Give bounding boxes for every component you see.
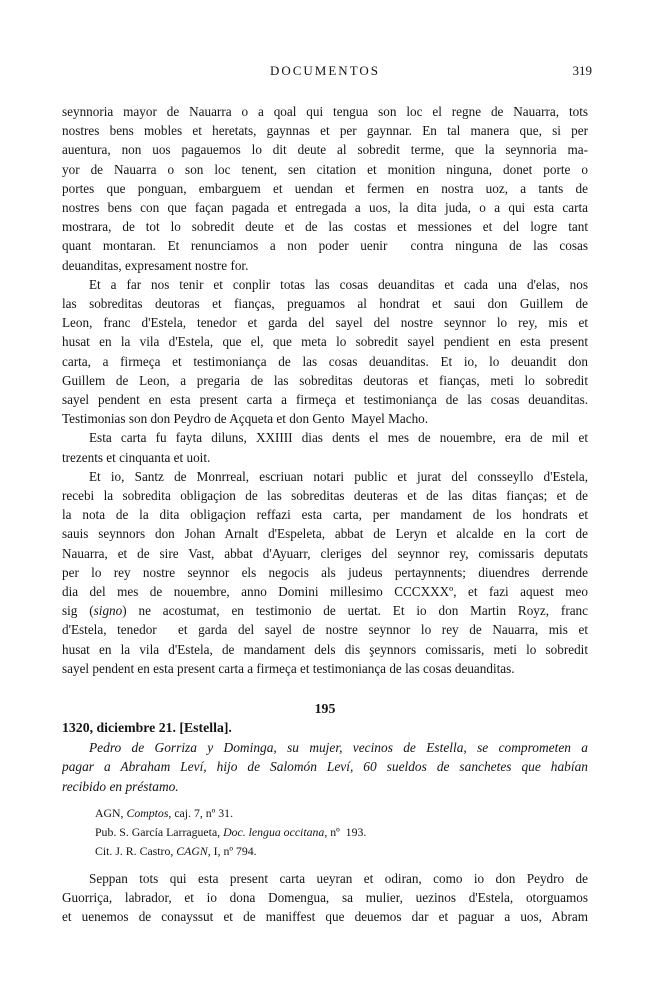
text-line: Et a far nos tenir et conplir totas las cosas deuanditas et cada una d'elas, nos xyxy=(89,276,588,292)
entry-references xyxy=(95,804,588,862)
text-line: Nauarra, et de sire Vast, abbat d'Ayuarr, cleriges del seynnor rey, comissaris deputats xyxy=(62,545,588,561)
running-header xyxy=(62,63,592,79)
text-line: dia del mes de nouembre, anno Domini millesimo CCCXXXº, et fazi aquest meo xyxy=(62,584,588,600)
text-segment: ) ne acostumat, en testimonio de uertat. Et io don Martin Royz, franc xyxy=(122,603,588,619)
text-line: nostres bens mobles et heretats, gaynnas et per gaynnar. En tal manera que, si per xyxy=(62,123,588,139)
text-segment: Cit. J. R. Castro, xyxy=(95,844,177,859)
text-line: sayel pendent en esta present carta a firmeça et testimoniança de las cosas deuanditas. xyxy=(62,660,515,676)
text-line: et uenemos de conayssut et de maniffest que deuemos dar et paguar a uos, Abram xyxy=(62,909,588,924)
text-line: trezents et cinquanta et uoit. xyxy=(62,449,211,465)
text-line: per lo rey nostre seynnor els negocis als judeus pertaynnents; diuendres derrende xyxy=(62,564,588,580)
text-line: Testimonias son don Peydro de Açqueta et don Gento Mayel Macho. xyxy=(62,411,429,427)
text-line: portes que ponguan, embarguem et uendan et fermen en nostra uoz, a tants de xyxy=(62,180,588,196)
text-line: recebi la sobredita obligaçion de las sobreditas deuteras et de las ditas fianças; et de xyxy=(62,488,588,504)
text-line: pagar a Abraham Leví, hijo de Salomón Leví, 60 sueldos de sanchetes que habían xyxy=(62,759,588,775)
text-segment: , I, nº 794. xyxy=(207,844,257,859)
entry-opening-paragraph xyxy=(62,869,588,927)
text-segment: AGN, xyxy=(95,805,127,820)
paragraph-seal-clause xyxy=(62,275,588,429)
text-line: husat en la vila d'Estela, que el, que meta lo sobredit sayel pendient en esta present xyxy=(62,334,588,350)
text-line: carta, a firmeça et testimoniança de las cosas deuanditas. Et io, lo deuandit don xyxy=(62,353,588,369)
text-line: husat en la vila d'Estela, de mandament dels dis şeynnors comissaris, meti lo sobredit xyxy=(62,641,588,657)
text-line: sayel pendent en esta present carta a firmeça et testimoniança de las cosas deuanditas. xyxy=(62,392,588,408)
text-line: d'Estela, tenedor et garda del sayel de nostre seynnor lo rey de Nauarra, mis et xyxy=(62,622,588,638)
paragraph-continuation xyxy=(62,102,588,275)
running-title: DOCUMENTOS xyxy=(269,63,381,78)
text-segment: Pub. S. García Larragueta, xyxy=(95,825,224,839)
text-line: Leon, franc d'Estela, tenedor et garda del sayel del nostre seynnor lo rey, mis et xyxy=(62,315,588,331)
paragraph-notary-clause xyxy=(62,467,588,678)
page-number: 319 xyxy=(572,63,592,78)
text-line: deuanditas, expresament nostre for. xyxy=(62,257,249,273)
text-line: Pedro de Gorriza y Dominga, su mujer, vecinos de Estella, se comprometen a xyxy=(89,740,588,756)
text-line: recibido en préstamo. xyxy=(62,778,179,794)
entry-date-heading: 1320, diciembre 21. [Estella]. xyxy=(62,720,232,736)
reference-line xyxy=(95,823,588,842)
text-line xyxy=(62,601,588,620)
text-line: nostres bens con que façan pagada et entregada a uos, la dita juda, o a qui esta carta xyxy=(62,200,588,216)
text-line: auentura, non uos pagauemos lo dit deute al sobredit terme, que la seynnoria ma- xyxy=(62,142,588,158)
document-text-column xyxy=(62,102,588,926)
reference-line xyxy=(95,804,588,823)
text-segment: signo xyxy=(93,603,123,619)
text-segment: CAGN xyxy=(176,844,208,859)
text-line: Et io, Santz de Monrreal, escriuan notari public et jurat del consseyllo d'Estela, xyxy=(89,468,588,484)
text-segment: sig ( xyxy=(62,603,94,619)
text-line: Esta carta fu fayta diluns, XXIIII dias dents el mes de nouembre, era de mil et xyxy=(89,430,588,446)
text-segment: Comptos xyxy=(126,805,169,820)
text-line: seynnoria mayor de Nauarra o a qoal qui tengua son loc el regne de Nauarra, tots xyxy=(62,104,588,119)
text-line: Guorriça, labrador, et io dona Domengua, sa mulier, uezinos d'Estela, otorguamos xyxy=(62,889,588,905)
text-segment: , nº 193. xyxy=(324,825,367,839)
paragraph-dating-clause xyxy=(62,428,588,466)
reference-line xyxy=(95,842,588,861)
entry-summary xyxy=(62,738,588,796)
text-segment: Doc. lengua occitana xyxy=(223,825,325,839)
text-line: las sobreditas deutoras et fianças, preguamos al hondrat et saui don Guillem de xyxy=(62,296,588,312)
text-line: sauis seynnors don Johan Arnalt d'Espeleta, abbat de Leryn et alcalde en la cort de xyxy=(62,526,588,542)
text-line: Seppan tots qui esta present carta ueyran et odiran, como io don Peydro de xyxy=(89,870,588,886)
entry-number: 195 xyxy=(314,701,336,717)
text-line: la nota de la dita obligaçion reffazi esta carta, per mandament de los hondrats et xyxy=(62,507,588,523)
text-line: quant montaran. Et renunciamos a non poder uenir contra ninguna de las cosas xyxy=(62,238,588,254)
text-line: Guillem de Leon, a pregaria de las sobreditas deutoras et fianças, meti lo sobredit xyxy=(62,372,588,388)
text-segment: , caj. 7, nº 31. xyxy=(168,805,234,820)
text-line: yor de Nauarra o son loc tenent, sen citation et monition ninguna, donet porte o xyxy=(62,161,588,177)
text-line: mostrara, de tot lo sobredit deute et de las costas et messiones et del logre tant xyxy=(62,219,588,235)
